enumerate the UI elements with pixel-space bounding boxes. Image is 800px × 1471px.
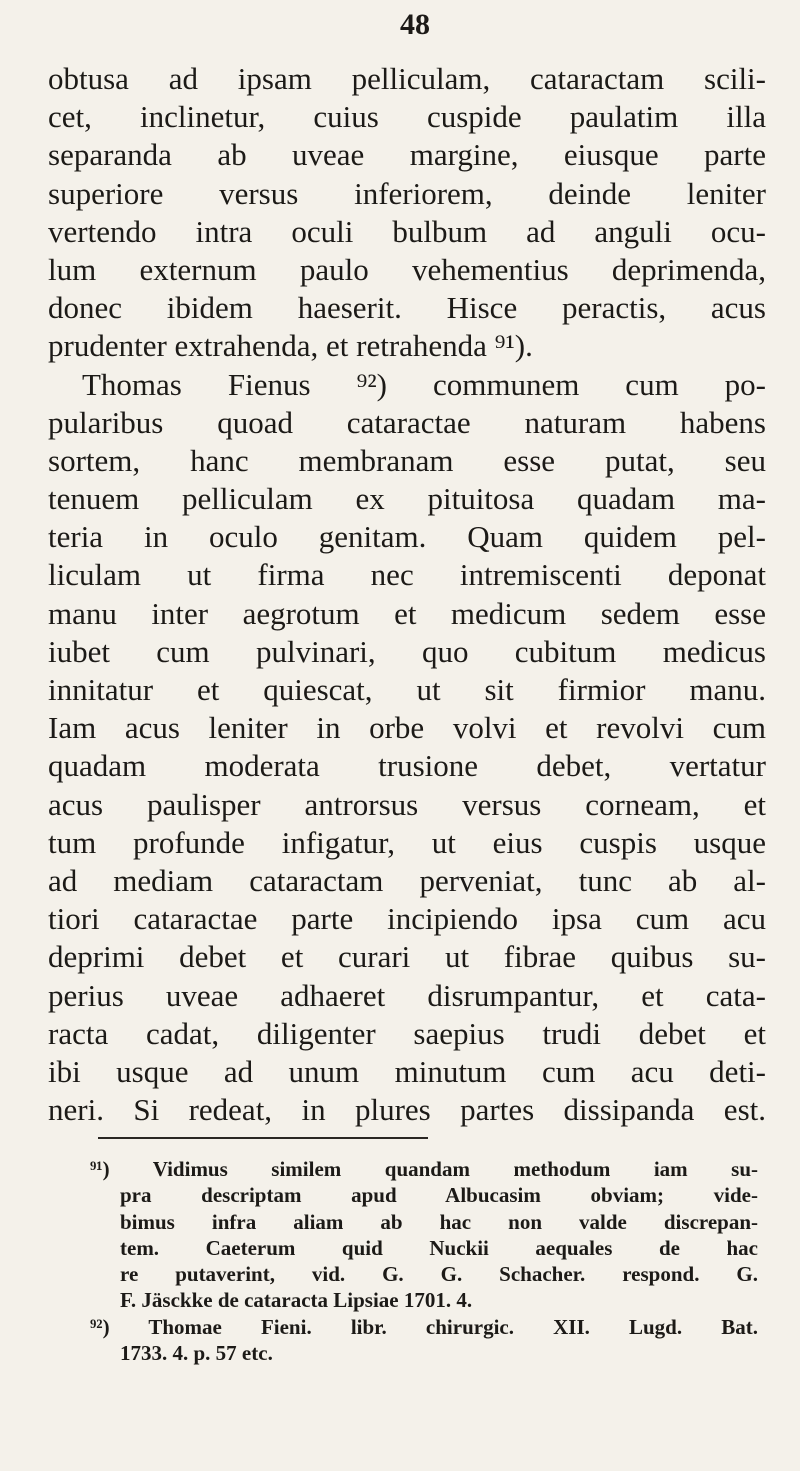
body-line: tiori cataractae parte incipiendo ipsa cum acu <box>48 901 766 937</box>
body-line: iubet cum pulvinari, quo cubitum medicus <box>48 633 766 669</box>
body-line: prudenter extrahenda, et retrahenda ⁹¹). <box>48 328 533 364</box>
main-text <box>48 60 766 1129</box>
body-line: quadam moderata trusione debet, vertatur <box>48 748 766 784</box>
body-line: neri. Si redeat, in plures partes dissipanda est. <box>48 1092 766 1128</box>
footnote-line: 1733. 4. p. 57 etc. <box>120 1341 273 1366</box>
body-line: tum profunde infigatur, ut eius cuspis usque <box>48 824 766 860</box>
body-line: deprimi debet et curari ut fibrae quibus su- <box>48 939 766 975</box>
body-line: acus paulisper antrorsus versus corneam, et <box>48 786 766 822</box>
body-line: separanda ab uveae margine, eiusque parte <box>48 137 766 173</box>
body-line: racta cadat, diligenter saepius trudi debet et <box>48 1015 766 1051</box>
body-line: liculam ut firma nec intremiscenti deponat <box>48 557 766 593</box>
body-line: tenuem pelliculam ex pituitosa quadam ma- <box>48 481 766 517</box>
body-line: Thomas Fienus ⁹²) communem cum po- <box>82 366 766 402</box>
footnote-line: pra descriptam apud Albucasim obviam; vide- <box>120 1183 758 1208</box>
body-line: donec ibidem haeserit. Hisce peractis, acus <box>48 290 766 326</box>
body-line: Iam acus leniter in orbe volvi et revolvi cum <box>48 710 766 746</box>
footnote-divider <box>98 1137 428 1139</box>
body-line: superiore versus inferiorem, deinde leniter <box>48 175 766 211</box>
footnote-line: bimus infra aliam ab hac non valde discrepan- <box>120 1209 758 1234</box>
body-line: perius uveae adhaeret disrumpantur, et cata- <box>48 977 766 1013</box>
body-line: innitatur et quiescat, ut sit firmior manu. <box>48 672 766 707</box>
footnote-line: ⁹¹) Vidimus similem quandam methodum iam su- <box>90 1157 758 1181</box>
body-line: manu inter aegrotum et medicum sedem esse <box>48 595 766 631</box>
body-line: obtusa ad ipsam pelliculam, cataractam scili- <box>48 61 766 96</box>
footnote-line: ⁹²) Thomae Fieni. libr. chirurgic. XII. Lugd. Bat. <box>90 1314 758 1339</box>
body-line: vertendo intra oculi bulbum ad anguli ocu- <box>48 213 766 249</box>
footnotes <box>90 1156 758 1366</box>
body-line: cet, inclinetur, cuius cuspide paulatim illa <box>48 99 766 135</box>
body-line: ad mediam cataractam perveniat, tunc ab al- <box>48 862 766 898</box>
body-line: lum externum paulo vehementius deprimenda, <box>48 251 766 287</box>
body-line: pularibus quoad cataractae naturam habens <box>48 404 766 440</box>
footnote-line: F. Jäsckke de cataracta Lipsiae 1701. 4. <box>120 1288 473 1313</box>
body-line: sortem, hanc membranam esse putat, seu <box>48 442 766 478</box>
page-number: 48 <box>400 8 430 41</box>
body-line: ibi usque ad unum minutum cum acu deti- <box>48 1053 766 1089</box>
footnote-line: tem. Caeterum quid Nuckii aequales de hac <box>120 1235 758 1260</box>
footnote-line: re putaverint, vid. G. G. Schacher. respond. G. <box>120 1262 758 1287</box>
body-line: teria in oculo genitam. Quam quidem pel- <box>48 519 766 555</box>
